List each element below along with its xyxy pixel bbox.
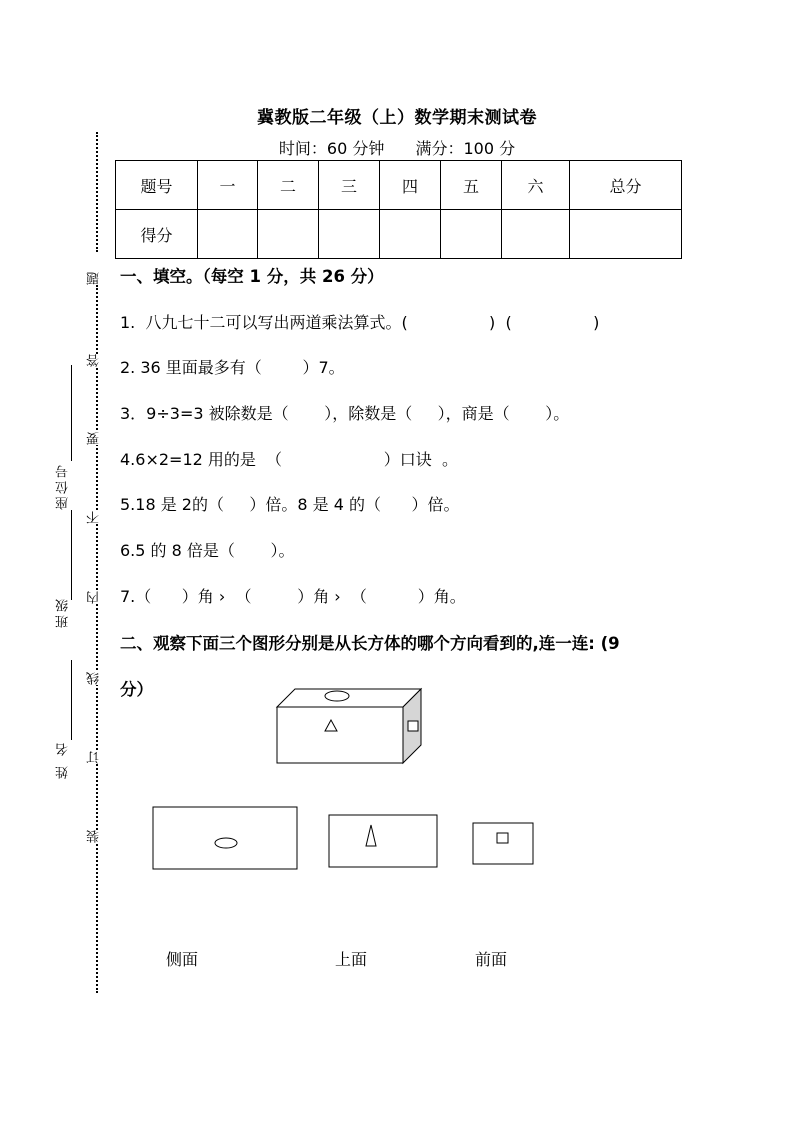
header-cell: 三 (319, 161, 380, 210)
full-score: 满分：100 分 (415, 139, 516, 158)
seat-underline (71, 365, 72, 461)
header-cell: 总分 (570, 161, 682, 210)
seal-char: 要 (87, 432, 102, 445)
view-option-2[interactable] (328, 814, 439, 869)
binding-dotted-line (96, 285, 98, 993)
score-table (115, 160, 682, 259)
seal-char: 订 (87, 751, 102, 764)
section-1-title: 一、填空。（每空 1 分，共 26 分） (120, 267, 384, 286)
seal-char: 题 (87, 272, 102, 285)
score-cell[interactable] (198, 210, 258, 259)
name-underline (71, 660, 72, 740)
view-option-3[interactable] (472, 822, 535, 865)
seal-char: 线 (87, 672, 102, 685)
question-1: 1. 八九七十二可以写出两道乘法算式。( ) ( ) (120, 313, 600, 332)
view-option-1[interactable] (152, 806, 299, 871)
header-cell: 六 (502, 161, 570, 210)
name-label: 姓 名 (56, 740, 71, 780)
label-front: 前面 (475, 950, 508, 969)
question-3: 3．9÷3=3 被除数是（ ），除数是（ ），商是（ ）。 (120, 404, 570, 423)
score-cell[interactable] (258, 210, 319, 259)
question-6: 6.5 的 8 倍是（ ）。 (120, 541, 295, 560)
seal-char: 内 (87, 591, 102, 604)
question-2: 2. 36 里面最多有（ ）7。 (120, 358, 345, 377)
score-cell[interactable] (380, 210, 441, 259)
label-top: 上面 (335, 950, 368, 969)
section-2-title-cont: 分） (120, 680, 153, 699)
score-cell[interactable] (319, 210, 380, 259)
seat-label: 座位号 (56, 462, 71, 510)
question-4: 4.6×2=12 用的是 （ ）口诀 。 (120, 450, 458, 469)
table-row (116, 210, 682, 259)
seal-char: 答 (87, 354, 102, 367)
header-cell: 四 (380, 161, 441, 210)
class-label: 班级 (56, 596, 71, 628)
section-2-title: 二、观察下面三个图形分别是从长方体的哪个方向看到的,连一连: (9 (120, 634, 620, 653)
page-title: 冀教版二年级（上）数学期末测试卷 (257, 108, 537, 128)
score-cell[interactable] (570, 210, 682, 259)
label-side: 侧面 (166, 950, 199, 969)
ellipse-mark (215, 838, 237, 848)
score-cell[interactable] (502, 210, 570, 259)
question-7: 7.（ ）角 › （ ）角 › （ ）角。 (120, 587, 466, 606)
header-cell: 题号 (116, 161, 198, 210)
seal-char: 装 (87, 830, 102, 843)
cuboid-figure (270, 684, 430, 768)
seal-char: 不 (87, 511, 102, 524)
score-cell[interactable] (441, 210, 502, 259)
top-ellipse-mark (325, 691, 349, 701)
side-square-mark (408, 721, 418, 731)
header-cell: 一 (198, 161, 258, 210)
header-cell: 五 (441, 161, 502, 210)
exam-info (0, 136, 794, 159)
header-cell: 二 (258, 161, 319, 210)
class-underline (71, 510, 72, 600)
square-mark (497, 833, 508, 843)
row-label-cell: 得分 (116, 210, 198, 259)
question-5: 5.18 是 2的（ ）倍。8 是 4 的（ ）倍。 (120, 495, 460, 514)
time-limit: 时间：60 分钟 (278, 139, 385, 158)
table-row (116, 161, 682, 210)
